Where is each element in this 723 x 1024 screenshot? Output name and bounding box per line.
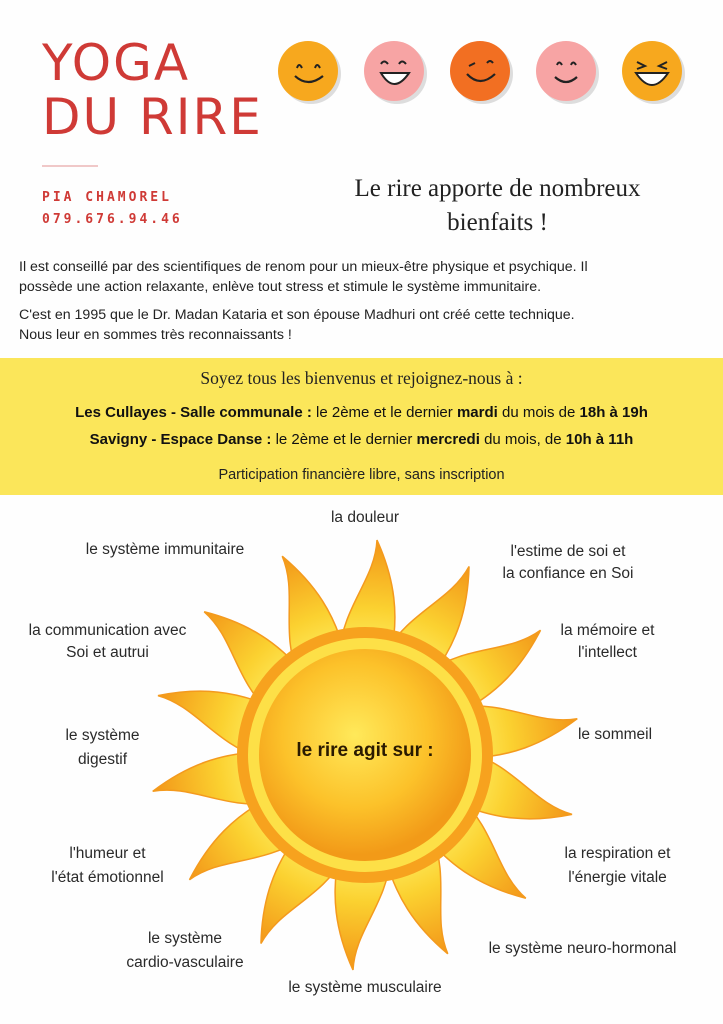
benefit-cardio-line-1: le système — [147, 930, 223, 947]
benefit-respiration-line-2: l'énergie vitale — [568, 869, 667, 886]
contact-phone: 079.676.94.46 — [42, 212, 183, 227]
benefit-memoire — [540, 620, 675, 664]
schedule-cullayes-text2: du mois de — [501, 404, 576, 421]
benefit-musculaire: le système musculaire — [288, 979, 442, 996]
benefit-cardio — [105, 927, 265, 975]
headline — [300, 172, 695, 240]
schedule-cullayes-day: mardi — [456, 404, 498, 421]
schedule-savigny-text: le 2ème et le dernier — [275, 431, 413, 448]
headline-line-1: Le rire apporte de nombreux — [354, 175, 641, 202]
intro-p1-line-1: Il est conseillé par des scientifiques de renom pour un mieux-être physique et psychique. Il — [19, 259, 588, 275]
finance-note: Participation financière libre, sans inscription — [218, 467, 505, 483]
grin-face-icon — [277, 40, 339, 102]
benefit-sommeil: le sommeil — [577, 726, 653, 743]
benefit-digestif — [45, 724, 160, 772]
schedule-cullayes — [0, 404, 723, 421]
schedule-savigny-place: Savigny - Espace Danse : — [89, 431, 272, 448]
intro-paragraph-2 — [19, 305, 689, 345]
intro-p2-line-1: C'est en 1995 que le Dr. Madan Kataria et son épouse Madhuri ont créé cette technique. — [19, 307, 575, 323]
benefit-respiration — [545, 842, 690, 890]
schedule-cullayes-text: le 2ème et le dernier — [316, 404, 453, 421]
benefit-communication — [10, 620, 205, 664]
title-line-1: YOGA — [42, 34, 191, 92]
schedule-savigny-time: 10h à 11h — [565, 431, 634, 448]
benefit-communication-line-1: la communication avec — [28, 622, 187, 639]
benefit-digestif-line-2: digestif — [77, 751, 128, 768]
schedule-savigny-day: mercredi — [416, 431, 480, 448]
benefit-immunitaire: le système immunitaire — [85, 541, 245, 558]
benefit-estime-line-1: l'estime de soi et — [510, 543, 626, 560]
title — [42, 36, 263, 144]
benefit-humeur — [35, 842, 180, 890]
benefit-humeur-line-2: l'état émotionnel — [51, 869, 164, 886]
schedule-cullayes-time: 18h à 19h — [579, 404, 648, 421]
benefit-respiration-line-1: la respiration et — [564, 845, 671, 862]
benefit-neuro-hormonal: le système neuro-hormonal — [488, 940, 677, 957]
headline-line-2: bienfaits ! — [447, 209, 548, 236]
sun-center-label: le rire agit sur : — [296, 740, 434, 761]
benefit-digestif-line-1: le système — [65, 727, 140, 744]
intro-p1-line-2: possède une action relaxante, enlève tout stress et stimule le système immunitaire. — [19, 279, 542, 295]
benefit-cardio-line-2: cardio-vasculaire — [126, 954, 244, 971]
schedule-savigny — [0, 431, 723, 448]
laugh-face-icon — [363, 40, 425, 102]
benefit-memoire-line-2: l'intellect — [578, 644, 637, 661]
smile-face-icon — [535, 40, 597, 102]
benefit-douleur: la douleur — [330, 509, 400, 526]
title-line-2: DU RIRE — [42, 88, 263, 146]
benefit-communication-line-2: Soi et autrui — [66, 644, 149, 661]
benefit-memoire-line-1: la mémoire et — [560, 622, 655, 639]
title-divider — [42, 165, 98, 167]
wink-face-icon — [449, 40, 511, 102]
benefit-estime — [478, 541, 658, 585]
benefit-humeur-line-1: l'humeur et — [69, 845, 146, 862]
welcome-text: Soyez tous les bienvenus et rejoignez-nous à : — [200, 368, 523, 388]
intro-paragraph-1 — [19, 257, 689, 297]
contact-name: PIA CHAMOREL — [42, 190, 172, 205]
schedule-cullayes-place: Les Cullayes - Salle communale : — [75, 404, 312, 421]
intro-p2-line-2: Nous leur en sommes très reconnaissants ! — [19, 327, 292, 343]
schedule-savigny-text2: du mois, de — [484, 431, 562, 448]
big-laugh-face-icon — [621, 40, 683, 102]
benefit-estime-line-2: la confiance en Soi — [502, 565, 634, 582]
